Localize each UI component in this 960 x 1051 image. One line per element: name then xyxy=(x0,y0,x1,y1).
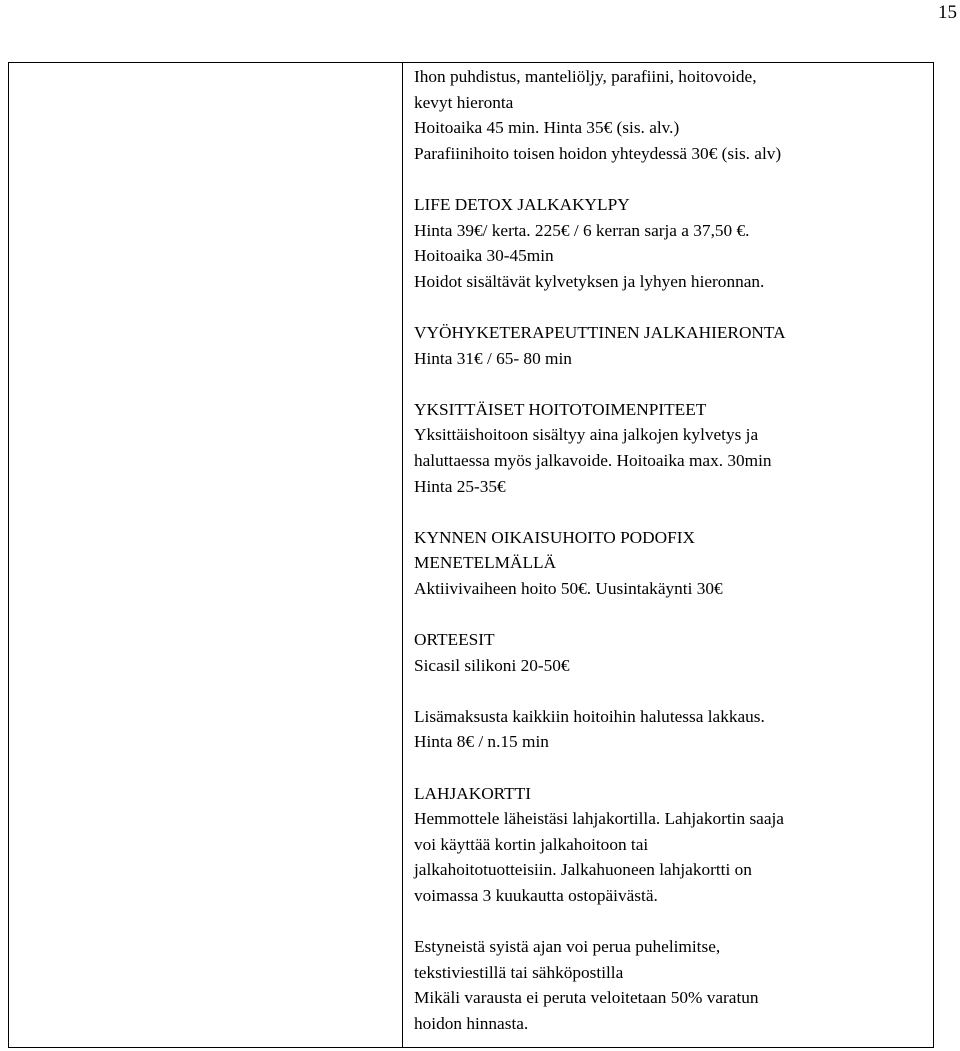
section-text-line: tekstiviestillä tai sähköpostilla xyxy=(414,962,624,982)
section-text-line: Hinta 25-35€ xyxy=(414,476,506,496)
section-heading-line: YKSITTÄISET HOITOTOIMENPITEET xyxy=(414,399,707,419)
section-text-line: voimassa 3 kuukautta ostopäivästä. xyxy=(414,886,658,905)
section-text-line: Mikäli varausta ei peruta veloitetaan 50% varatun xyxy=(414,988,759,1008)
section-spacer xyxy=(414,294,924,320)
section-text-line: Hemmottele läheistäsi lahjakortilla. Lahjakortin saaja xyxy=(414,809,784,829)
section-heading-line: VYÖHYKETERAPEUTTINEN JALKAHIERONTA xyxy=(414,322,786,342)
section-text-line: Aktiivivaiheen hoito 50€. Uusintakäynti 30€ xyxy=(414,578,723,598)
section-text-line: kevyt hieronta xyxy=(414,92,514,112)
section-lahjakortti xyxy=(414,781,924,909)
section-text-line: jalkahoitotuotteisiin. Jalkahuoneen lahjakortti on xyxy=(414,860,752,880)
section-orteesit xyxy=(414,627,924,678)
section-heading-line: LIFE DETOX JALKAKYLPY xyxy=(414,194,630,214)
section-text-line: Hoitoaika 45 min. Hinta 35€ (sis. alv.) xyxy=(414,118,680,138)
section-spacer xyxy=(414,371,924,397)
section-spacer xyxy=(414,166,924,192)
left-empty-cell xyxy=(9,63,403,1047)
section-lakkaus xyxy=(414,704,924,755)
section-kasvohoito xyxy=(414,64,924,166)
section-heading-line: Ihon puhdistus, manteliöljy, parafiini, hoitovoide, xyxy=(414,67,757,86)
section-heading-line: ORTEESIT xyxy=(414,630,495,650)
section-text-line: Hinta 39€/ kerta. 225€ / 6 kerran sarja a 37,50 €. xyxy=(414,220,750,240)
section-text-line: Hoidot sisältävät kylvetyksen ja lyhyen hieronnan. xyxy=(414,271,765,291)
section-text-line: Hoitoaika 30-45min xyxy=(414,246,554,266)
section-spacer xyxy=(414,499,924,525)
section-spacer xyxy=(414,909,924,935)
price-list-cell xyxy=(414,63,924,1048)
section-text-line: Yksittäishoitoon sisältyy aina jalkojen kylvetys ja xyxy=(414,425,759,445)
section-heading-line: Lisämaksusta kaikkiin hoitoihin halutessa lakkaus. xyxy=(414,706,765,726)
section-text-line: voi käyttää kortin jalkahoitoon tai xyxy=(414,834,649,854)
section-heading-line: KYNNEN OIKAISUHOITO PODOFIX xyxy=(414,527,695,547)
section-text-line: haluttaessa myös jalkavoide. Hoitoaika max. 30min xyxy=(414,450,772,470)
section-kynnen-oikaisu xyxy=(414,525,924,602)
price-table xyxy=(8,62,934,1048)
section-text-line: hoidon hinnasta. xyxy=(414,1013,529,1033)
section-vyohyketerapia xyxy=(414,320,924,371)
section-heading-line: Estyneistä syistä ajan voi perua puhelimitse, xyxy=(414,937,721,957)
section-text-line: MENETELMÄLLÄ xyxy=(414,553,557,573)
section-spacer xyxy=(414,678,924,704)
section-peruutus xyxy=(414,934,924,1036)
page-number: 15 xyxy=(938,2,957,23)
section-life-detox xyxy=(414,192,924,294)
section-text-line: Hinta 31€ / 65- 80 min xyxy=(414,348,572,368)
section-spacer xyxy=(414,755,924,781)
section-heading-line: LAHJAKORTTI xyxy=(414,783,532,803)
section-text-line: Hinta 8€ / n.15 min xyxy=(414,732,549,752)
section-yksittaiset xyxy=(414,397,924,499)
section-text-line: Sicasil silikoni 20-50€ xyxy=(414,655,570,675)
section-spacer xyxy=(414,601,924,627)
section-text-line: Parafiinihoito toisen hoidon yhteydessä 30€ (sis. alv) xyxy=(414,143,782,163)
